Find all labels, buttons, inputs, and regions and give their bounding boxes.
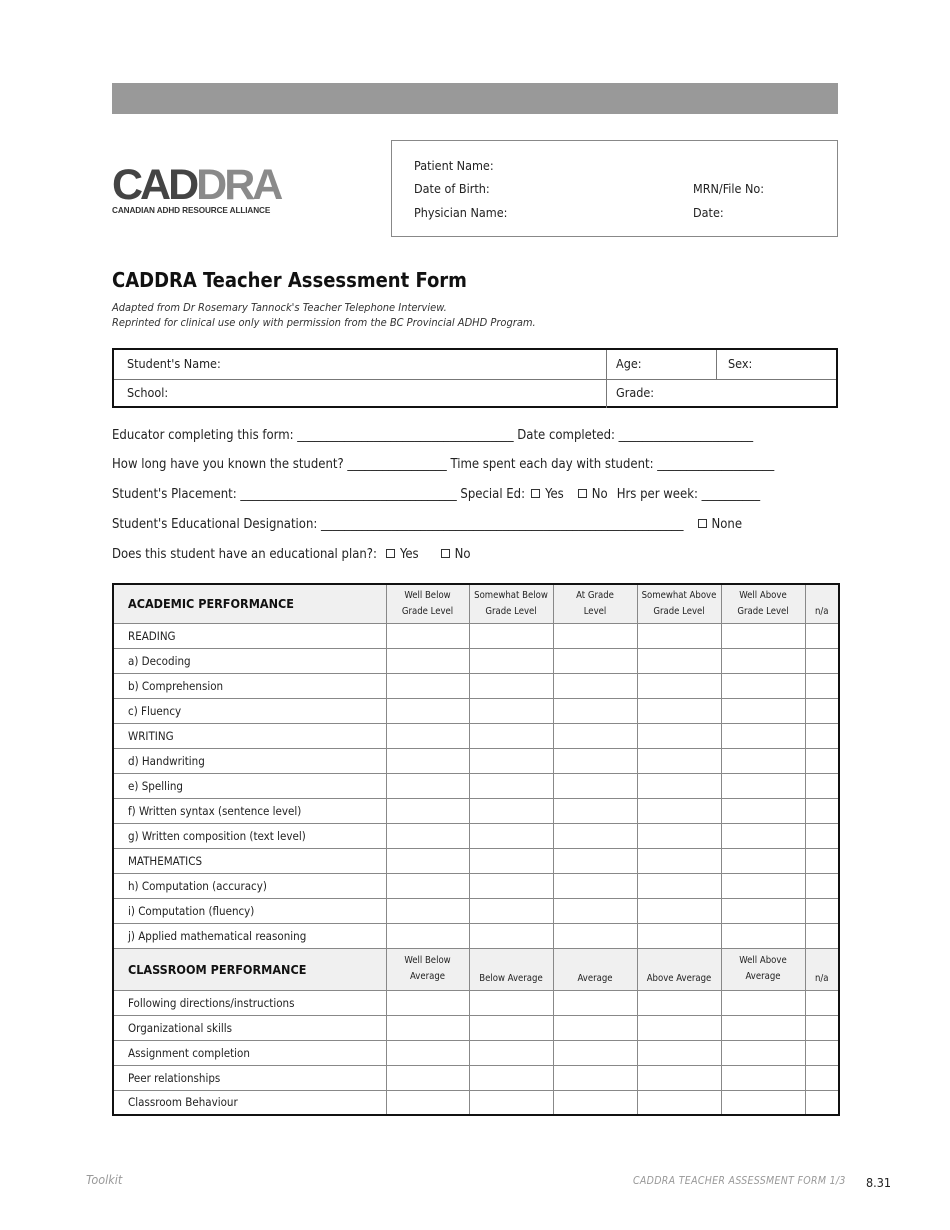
special-ed-no-checkbox[interactable] [578,489,587,498]
rating-cell[interactable] [553,748,637,773]
column-header-line: Level [583,605,607,617]
rating-cell[interactable] [721,1065,805,1090]
column-header-line: n/a [814,605,829,617]
rating-cell[interactable] [805,1065,839,1090]
row-label: h) Computation (accuracy) [113,873,386,898]
rating-cell[interactable] [553,1090,637,1115]
rating-cell[interactable] [553,1015,637,1040]
row-label: d) Handwriting [113,748,386,773]
rating-cell[interactable] [721,773,805,798]
page-number: 8.31 [866,1175,892,1190]
row-label: WRITING [113,723,386,748]
footer-toolkit: Toolkit [86,1172,123,1187]
rating-cell[interactable] [553,623,637,648]
table-row [113,990,839,1015]
rating-cell[interactable] [386,923,469,948]
row-label: f) Written syntax (sentence level) [113,798,386,823]
row-label: READING [113,623,386,648]
row-label: Following directions/instructions [113,990,386,1015]
rating-cell[interactable] [553,848,637,873]
special-ed-yes-checkbox[interactable] [531,489,540,498]
rating-cell[interactable] [469,798,553,823]
row-label: Classroom Behaviour [113,1090,386,1115]
known-student-line[interactable]: How long have you known the student? _________________ Time spent each day with student: ____________________ [112,457,775,472]
rating-cell[interactable] [805,873,839,898]
rating-cell[interactable] [721,673,805,698]
table-row [113,773,839,798]
divider [606,350,607,408]
table-row [113,1065,839,1090]
rating-cell[interactable] [721,748,805,773]
rating-cell[interactable] [553,723,637,748]
rating-cell[interactable] [553,1040,637,1065]
column-header-line: Grade Level [401,605,454,617]
rating-cell[interactable] [469,748,553,773]
grade-field[interactable]: Grade: [616,385,655,400]
column-header-line: n/a [814,972,829,984]
rating-cell[interactable] [469,848,553,873]
column-header [553,948,637,990]
hours-per-week-field[interactable]: Hrs per week: __________ [616,487,761,502]
row-label: Peer relationships [113,1065,386,1090]
educational-plan-line [112,547,471,562]
rating-cell[interactable] [805,798,839,823]
rating-cell[interactable] [553,923,637,948]
column-header-line: Average [745,971,781,982]
rating-cell[interactable] [469,1065,553,1090]
rating-cell[interactable] [386,748,469,773]
rating-cell[interactable] [469,698,553,723]
rating-cell[interactable] [805,723,839,748]
rating-cell[interactable] [637,798,721,823]
plan-no-checkbox[interactable] [441,549,450,558]
rating-cell[interactable] [805,698,839,723]
designation-field[interactable]: Student's Educational Designation: ______________________________________________________________ [112,517,684,532]
plan-no-label: No [454,547,471,562]
rating-cell[interactable] [386,723,469,748]
rating-cell[interactable] [637,1065,721,1090]
rating-cell[interactable] [386,798,469,823]
form-title: CADDRA Teacher Assessment Form [112,268,467,292]
column-header-line: Somewhat Below [474,589,548,601]
age-field[interactable]: Age: [616,356,642,371]
rating-cell[interactable] [469,923,553,948]
rating-cell[interactable] [637,898,721,923]
rating-cell[interactable] [637,773,721,798]
rating-cell[interactable] [721,1015,805,1040]
plan-yes-checkbox[interactable] [386,549,395,558]
rating-cell[interactable] [721,873,805,898]
column-header [386,584,469,623]
rating-cell[interactable] [386,1015,469,1040]
rating-cell[interactable] [469,623,553,648]
table-row [113,748,839,773]
rating-cell[interactable] [386,673,469,698]
rating-cell[interactable] [721,823,805,848]
rating-cell[interactable] [805,748,839,773]
classroom-section-title: CLASSROOM PERFORMANCE [113,948,386,990]
rating-cell[interactable] [386,1065,469,1090]
rating-cell[interactable] [721,1090,805,1115]
rating-cell[interactable] [721,798,805,823]
column-header [469,948,553,990]
table-row [113,798,839,823]
rating-cell[interactable] [721,898,805,923]
rating-cell[interactable] [386,648,469,673]
table-row [113,673,839,698]
column-header-line: Grade Level [485,605,537,617]
table-row [113,698,839,723]
rating-cell[interactable] [553,673,637,698]
designation-none-checkbox[interactable] [698,519,707,528]
column-header [637,584,721,623]
row-label: j) Applied mathematical reasoning [113,923,386,948]
column-header [637,948,721,990]
rating-cell[interactable] [637,990,721,1015]
rating-cell[interactable] [637,1040,721,1065]
column-header-line: Well Above [739,955,787,966]
column-header [721,584,805,623]
column-header [469,584,553,623]
rating-cell[interactable] [469,873,553,898]
rating-cell[interactable] [386,898,469,923]
row-label: c) Fluency [113,698,386,723]
column-header-line: Well Above [739,589,787,601]
rating-cell[interactable] [386,848,469,873]
rating-cell[interactable] [637,723,721,748]
rating-cell[interactable] [553,798,637,823]
rating-cell[interactable] [469,723,553,748]
row-label: Organizational skills [113,1015,386,1040]
row-label: MATHEMATICS [113,848,386,873]
designation-line [112,517,742,532]
rating-cell[interactable] [469,990,553,1015]
row-label: i) Computation (fluency) [113,898,386,923]
rating-cell[interactable] [721,723,805,748]
rating-cell[interactable] [553,898,637,923]
table-row [113,623,839,648]
divider [114,379,836,380]
rating-cell[interactable] [637,748,721,773]
column-header-line: Average [577,972,613,984]
column-header-line: Well Below [404,589,451,601]
table-row [113,873,839,898]
rating-cell[interactable] [805,923,839,948]
column-header [386,948,469,990]
row-label: Assignment completion [113,1040,386,1065]
subtitle-adapted: Adapted from Dr Rosemary Tannock's Teacher Telephone Interview. [112,301,447,314]
classroom-header-row [113,948,839,990]
rating-cell[interactable] [721,648,805,673]
table-row [113,1040,839,1065]
rating-cell[interactable] [721,923,805,948]
rating-cell[interactable] [469,673,553,698]
rating-cell[interactable] [637,823,721,848]
academic-section-title: ACADEMIC PERFORMANCE [113,584,386,623]
footer-form-name: CADDRA TEACHER ASSESSMENT FORM 1/3 [633,1175,846,1187]
column-header-line: Below Average [479,972,543,984]
rating-cell[interactable] [553,773,637,798]
row-label: g) Written composition (text level) [113,823,386,848]
rating-cell[interactable] [553,648,637,673]
rating-cell[interactable] [721,698,805,723]
rating-cell[interactable] [386,873,469,898]
academic-header-row [113,584,839,623]
rating-cell[interactable] [805,848,839,873]
rating-cell[interactable] [553,823,637,848]
rating-cell[interactable] [637,1090,721,1115]
rating-cell[interactable] [386,773,469,798]
divider [716,350,717,379]
rating-cell[interactable] [553,1065,637,1090]
column-header [553,584,637,623]
rating-cell[interactable] [553,873,637,898]
plan-yes-label: Yes [399,547,419,562]
rating-cell[interactable] [386,623,469,648]
rating-cell[interactable] [469,648,553,673]
rating-cell[interactable] [637,698,721,723]
rating-cell[interactable] [721,623,805,648]
special-ed-no-label: No [591,487,608,502]
educational-plan-label: Does this student have an educational plan?: [112,547,377,562]
column-header-line: Somewhat Above [641,589,717,601]
column-header-line: Grade Level [653,605,705,617]
rating-cell[interactable] [637,623,721,648]
rating-cell[interactable] [721,1040,805,1065]
patient-info-box [391,140,838,237]
rating-cell[interactable] [805,1090,839,1115]
rating-cell[interactable] [805,1015,839,1040]
rating-cell[interactable] [637,923,721,948]
placement-line [112,487,760,502]
rating-cell[interactable] [386,1040,469,1065]
row-label: e) Spelling [113,773,386,798]
logo-wordmark: CADDRA [112,161,281,209]
caddra-logo [112,161,281,220]
row-label: a) Decoding [113,648,386,673]
column-header-line: Above Average [646,972,712,984]
performance-table [112,583,840,1116]
patient-name-field[interactable]: Patient Name: [414,158,494,173]
rating-cell[interactable] [469,1015,553,1040]
student-name-field[interactable]: Student's Name: [127,356,221,371]
designation-none-label: None [711,517,743,532]
rating-cell[interactable] [553,698,637,723]
column-header [805,948,839,990]
rating-cell[interactable] [386,990,469,1015]
column-header-line: Average [409,971,446,982]
mrn-field[interactable]: MRN/File No: [693,181,765,196]
rating-cell[interactable] [637,1015,721,1040]
table-row [113,648,839,673]
student-info-box [112,348,838,408]
header-bar [112,83,838,114]
rating-cell[interactable] [386,823,469,848]
rating-cell[interactable] [637,848,721,873]
table-row [113,898,839,923]
rating-cell[interactable] [386,698,469,723]
rating-cell[interactable] [469,1090,553,1115]
table-row [113,823,839,848]
rating-cell[interactable] [469,898,553,923]
column-header-line: Well Below [404,955,451,966]
date-field[interactable]: Date: [693,205,724,220]
rating-cell[interactable] [721,990,805,1015]
rating-cell[interactable] [469,1040,553,1065]
column-header [721,948,805,990]
row-label: b) Comprehension [113,673,386,698]
table-row [113,848,839,873]
rating-cell[interactable] [386,1090,469,1115]
special-ed-yes-label: Yes [545,487,564,502]
rating-cell[interactable] [469,773,553,798]
physician-name-field[interactable]: Physician Name: [414,205,508,220]
rating-cell[interactable] [805,648,839,673]
column-header-line: At Grade [576,589,614,601]
rating-cell[interactable] [721,848,805,873]
educator-line[interactable]: Educator completing this form: _____________________________________ Date completed: _______________________ [112,428,754,443]
table-row [113,723,839,748]
school-field[interactable]: School: [127,385,169,400]
rating-cell[interactable] [469,823,553,848]
rating-cell[interactable] [805,673,839,698]
table-row [113,1090,839,1115]
rating-cell[interactable] [805,990,839,1015]
rating-cell[interactable] [553,990,637,1015]
placement-field[interactable]: Student's Placement: _____________________________________ Special Ed: [112,487,526,502]
table-row [113,923,839,948]
table-row [113,1015,839,1040]
rating-cell[interactable] [805,1040,839,1065]
subtitle-reprinted: Reprinted for clinical use only with permission from the BC Provincial ADHD Program. [112,316,536,329]
rating-cell[interactable] [805,823,839,848]
column-header [805,584,839,623]
rating-cell[interactable] [805,898,839,923]
rating-cell[interactable] [637,648,721,673]
rating-cell[interactable] [805,773,839,798]
column-header-line: Grade Level [737,605,789,617]
rating-cell[interactable] [805,623,839,648]
date-of-birth-field[interactable]: Date of Birth: [414,181,490,196]
rating-cell[interactable] [637,673,721,698]
rating-cell[interactable] [637,873,721,898]
logo-subtitle: CANADIAN ADHD RESOURCE ALLIANCE [112,206,271,215]
sex-field[interactable]: Sex: [728,356,753,371]
